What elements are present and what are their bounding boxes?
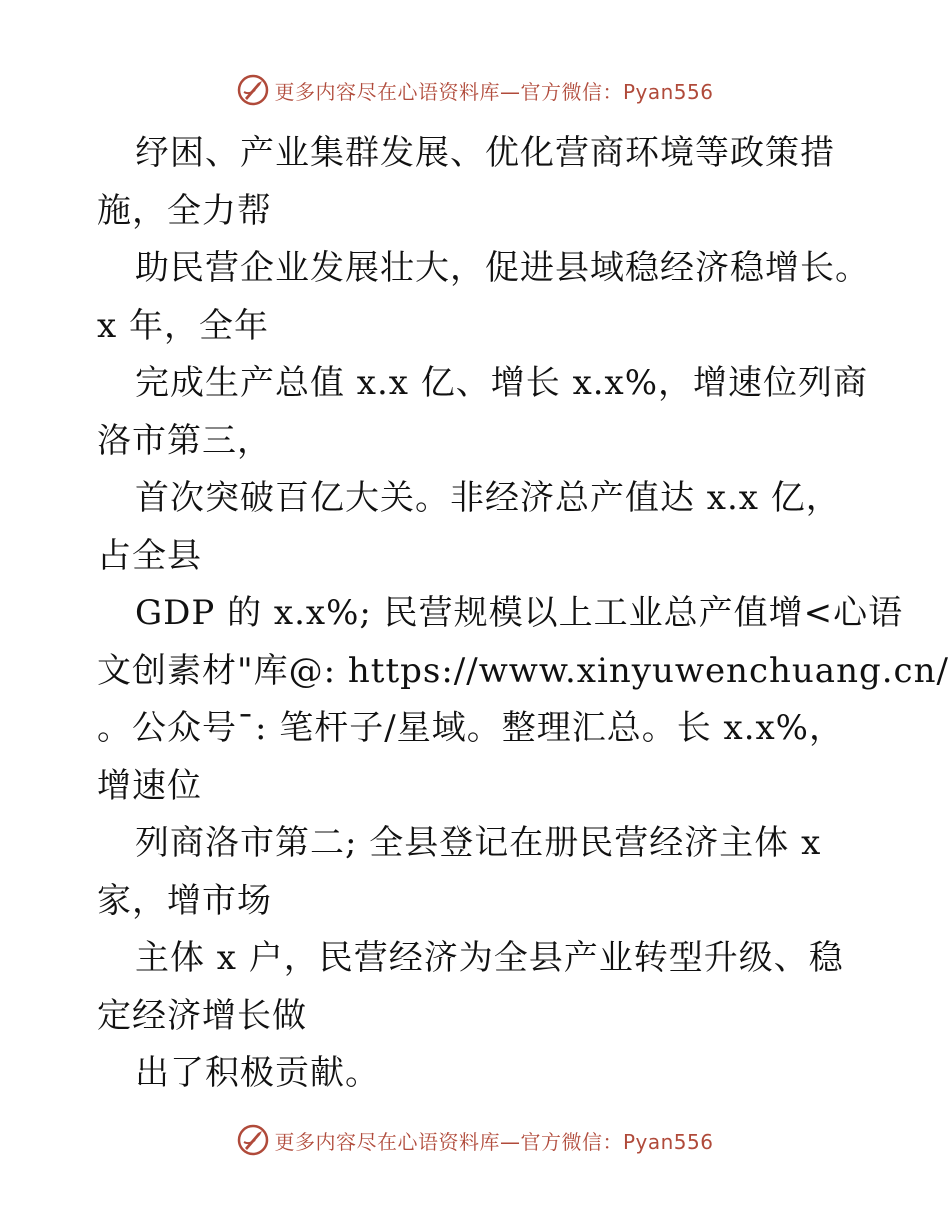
text-line: 完成生产总值 x.x 亿、增长 x.x%，增速位列商 [135, 363, 869, 403]
header-banner [0, 70, 950, 110]
text-line: 占全县 [97, 535, 202, 576]
text-line: 助民营企业发展壮大，促进县域稳经济稳增长。 [135, 248, 870, 288]
footer-banner-text: 更多内容尽在心语资料库—官方微信：Pyan556 [274, 1129, 714, 1154]
quill-pen-logo-icon [236, 73, 270, 107]
text-line: x 年，全年 [97, 305, 269, 346]
footer-banner [0, 1120, 950, 1160]
text-line: 施，全力帮 [97, 190, 272, 231]
text-line: 。公众号¯: 笔杆子/星域。整理汇总。长 x.x%， [97, 708, 844, 748]
text-line: 增速位 [97, 765, 202, 806]
text-line: 洛市第三， [97, 420, 272, 461]
text-line: 定经济增长做 [97, 995, 307, 1036]
text-line: 纾困、产业集群发展、优化营商环境等政策措 [135, 133, 835, 173]
text-line: 首次突破百亿大关。非经济总产值达 x.x 亿， [135, 478, 841, 518]
text-line: 列商洛市第二; 全县登记在册民营经济主体 x [135, 823, 822, 863]
text-line: 文创素材"库@: https://www.xinyuwenchuang.cn/ [97, 650, 949, 691]
text-line: 主体 x 户，民营经济为全县产业转型升级、稳 [135, 938, 844, 978]
quill-pen-logo-icon [236, 1123, 270, 1157]
document-body [97, 125, 949, 1103]
text-line: GDP 的 x.x%; 民营规模以上工业总产值增<心语 [135, 593, 904, 633]
header-banner-text: 更多内容尽在心语资料库—官方微信：Pyan556 [274, 79, 714, 104]
text-line: 出了积极贡献。 [135, 1053, 380, 1093]
text-line: 家，增市场 [97, 880, 272, 921]
